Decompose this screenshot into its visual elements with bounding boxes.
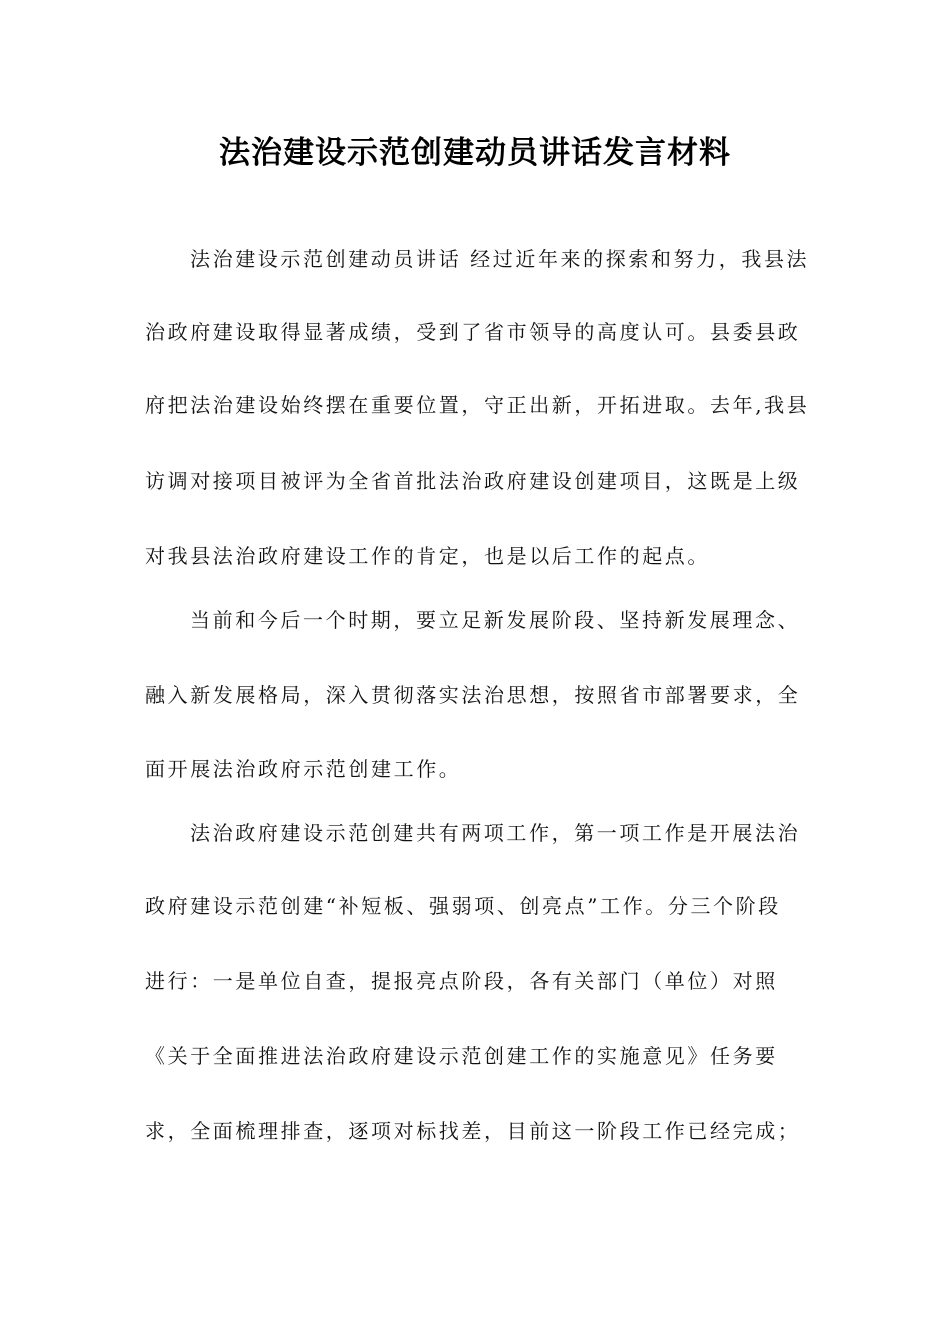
paragraph-1-line-3: 府把法治建设始终摆在重要位置，守正出新，开拓进取。去年,我县: [145, 393, 810, 417]
paragraph-3-line-4: 《关于全面推进法治政府建设示范创建工作的实施意见》任务要: [145, 1044, 778, 1068]
paragraph-1-line-4: 访调对接项目被评为全省首批法治政府建设创建项目，这既是上级: [145, 469, 801, 493]
paragraph-2-line-1: 当前和今后一个时期，要立足新发展阶段、坚持新发展理念、: [190, 608, 801, 632]
paragraph-1-line-2: 治政府建设取得显著成绩，受到了省市领导的高度认可。县委县政: [145, 320, 801, 344]
paragraph-3-line-2: 政府建设示范创建“补短板、强弱项、创亮点”工作。分三个阶段: [145, 894, 781, 918]
paragraph-3-line-1: 法治政府建设示范创建共有两项工作，第一项工作是开展法治: [190, 821, 801, 845]
document-title: 法治建设示范创建动员讲话发言材料: [219, 135, 731, 171]
paragraph-3-line-3: 进行：一是单位自查，提报亮点阶段，各有关部门（单位）对照: [145, 969, 778, 993]
paragraph-2-line-3: 面开展法治政府示范创建工作。: [145, 757, 462, 781]
paragraph-1-line-1: 法治建设示范创建动员讲话 经过近年来的探索和努力，我县法: [190, 247, 810, 271]
paragraph-3-line-5: 求，全面梳理排查，逐项对标找差，目前这一阶段工作已经完成；: [145, 1119, 801, 1143]
paragraph-1-line-5: 对我县法治政府建设工作的肯定，也是以后工作的起点。: [145, 544, 710, 568]
paragraph-2-line-2: 融入新发展格局，深入贯彻落实法治思想，按照省市部署要求，全: [145, 683, 801, 707]
